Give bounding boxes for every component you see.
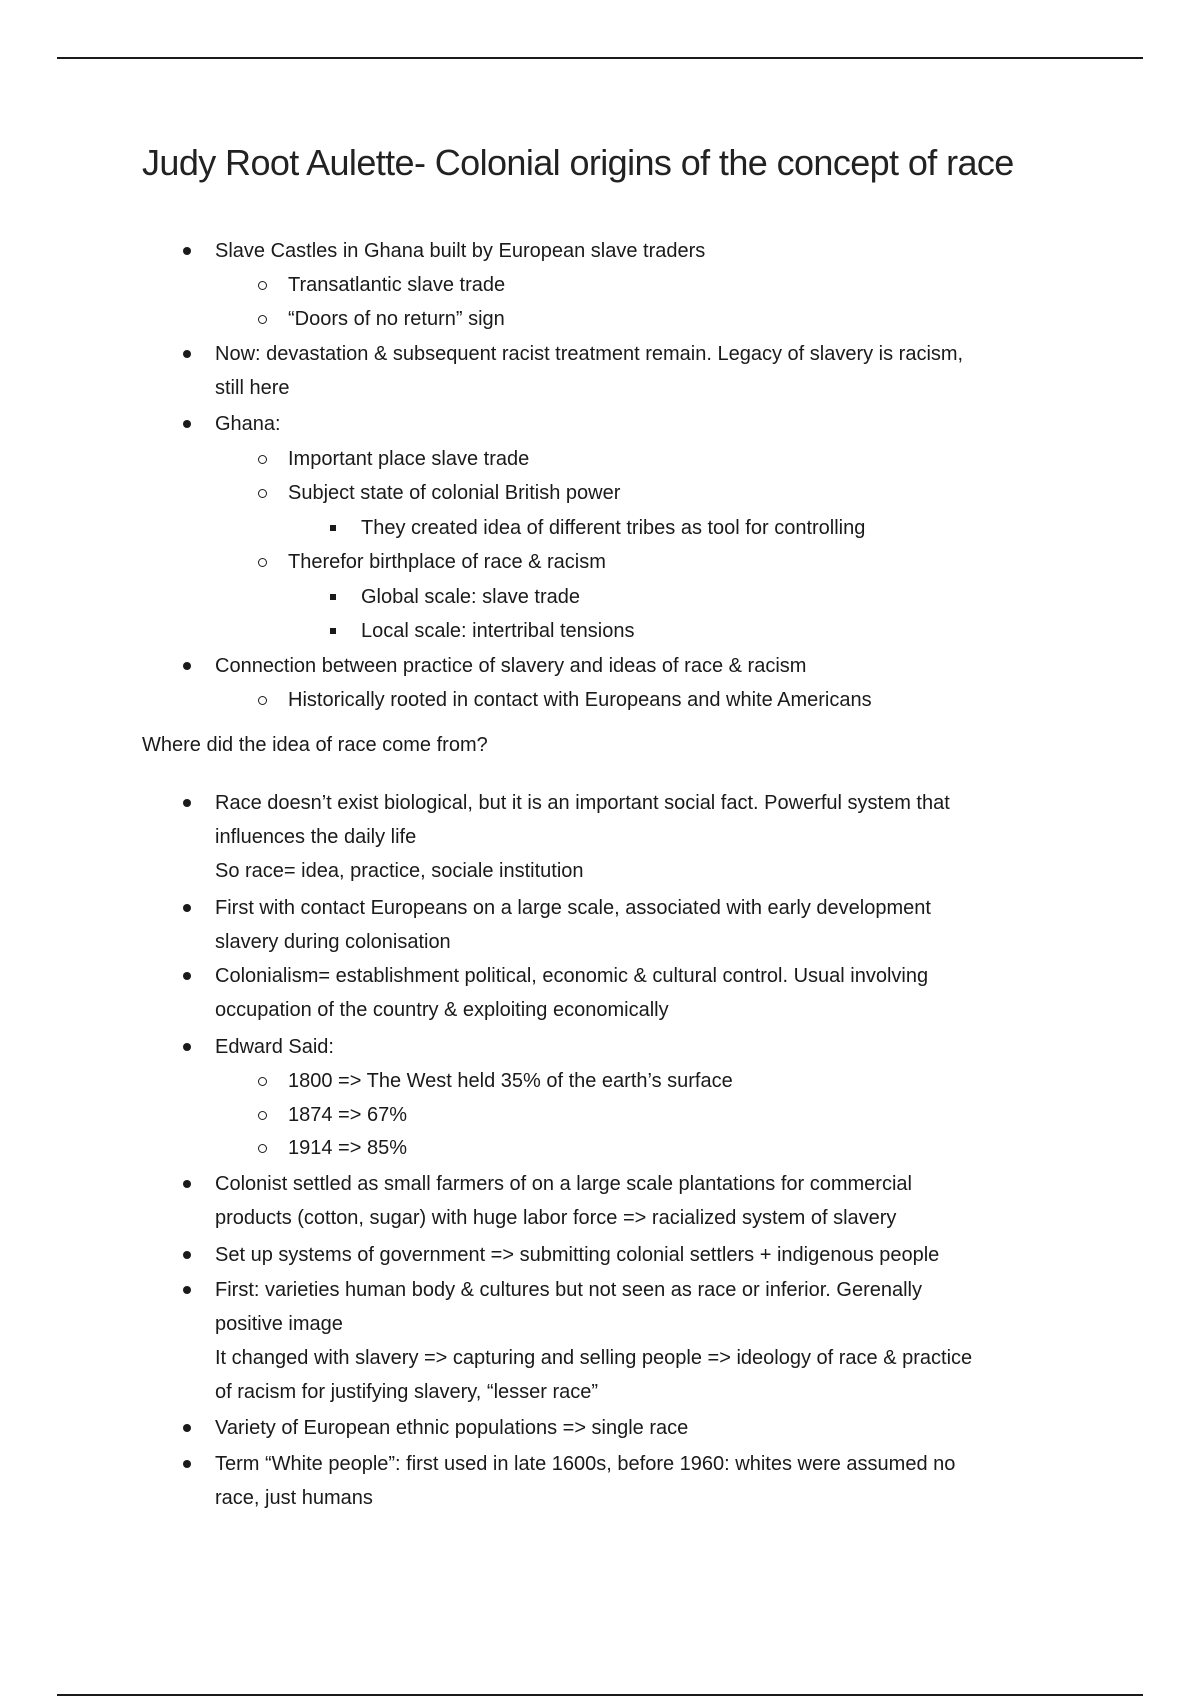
list-item: Race doesn’t exist biological, but it is an important social fact. Powerful system that influences the daily life So race= idea, practice, sociale institution — [215, 786, 1065, 888]
list-item: They created idea of different tribes as tool for controlling — [361, 511, 1061, 545]
bullet-circle-icon — [258, 1098, 267, 1132]
list-item: Historically rooted in contact with Europeans and white Americans — [288, 683, 1068, 717]
bullet-circle-icon — [258, 302, 267, 336]
section-heading: Where did the idea of race come from? — [142, 734, 488, 756]
bullet-dot-icon — [183, 649, 191, 683]
bullet-dot-icon — [183, 786, 191, 820]
bullet-circle-icon — [258, 268, 267, 302]
bottom-rule — [57, 1694, 1143, 1696]
bullet-circle-icon — [258, 1131, 267, 1165]
list-item: Transatlantic slave trade — [288, 268, 1068, 302]
bullet-circle-icon — [258, 1064, 267, 1098]
bullet-dot-icon — [183, 407, 191, 441]
list-item: Ghana: — [215, 407, 1065, 441]
bullet-circle-icon — [258, 683, 267, 717]
list-item: Local scale: intertribal tensions — [361, 614, 1061, 648]
bullet-square-icon — [330, 614, 336, 648]
list-item: Set up systems of government => submitting colonial settlers + indigenous people — [215, 1238, 1065, 1272]
list-item: Therefor birthplace of race & racism — [288, 545, 1068, 579]
bullet-dot-icon — [183, 1273, 191, 1307]
bullet-dot-icon — [183, 1167, 191, 1201]
bullet-dot-icon — [183, 1411, 191, 1445]
list-item: Colonialism= establishment political, economic & cultural control. Usual involving occupation of the country & exploiting economically — [215, 959, 1065, 1027]
list-item: Term “White people”: first used in late 1600s, before 1960: whites were assumed no race, just humans — [215, 1447, 1065, 1515]
list-item: 1874 => 67% — [288, 1098, 1068, 1132]
list-item: First with contact Europeans on a large scale, associated with early development slavery during colonisation — [215, 891, 1065, 959]
bullet-dot-icon — [183, 891, 191, 925]
list-item: Edward Said: — [215, 1030, 1065, 1064]
list-item: Now: devastation & subsequent racist treatment remain. Legacy of slavery is racism, still here — [215, 337, 1065, 405]
list-item: Slave Castles in Ghana built by European slave traders — [215, 234, 1065, 268]
bullet-circle-icon — [258, 545, 267, 579]
bullet-dot-icon — [183, 234, 191, 268]
list-item: 1914 => 85% — [288, 1131, 1068, 1165]
bullet-circle-icon — [258, 442, 267, 476]
top-rule — [57, 57, 1143, 59]
bullet-dot-icon — [183, 337, 191, 371]
bullet-circle-icon — [258, 476, 267, 510]
bullet-dot-icon — [183, 1447, 191, 1481]
bullet-square-icon — [330, 580, 336, 614]
list-item: 1800 => The West held 35% of the earth’s surface — [288, 1064, 1068, 1098]
list-item: Connection between practice of slavery and ideas of race & racism — [215, 649, 1065, 683]
list-item: Variety of European ethnic populations => single race — [215, 1411, 1065, 1445]
list-item: First: varieties human body & cultures but not seen as race or inferior. Gerenally positive image It changed with slavery => capturing and selling people => ideology of race & practice of racism for justifying slavery, “lesser race” — [215, 1273, 1065, 1409]
bullet-dot-icon — [183, 959, 191, 993]
list-item: Subject state of colonial British power — [288, 476, 1068, 510]
list-item: Colonist settled as small farmers of on a large scale plantations for commercial products (cotton, sugar) with huge labor force => racialized system of slavery — [215, 1167, 1065, 1235]
list-item: “Doors of no return” sign — [288, 302, 1068, 336]
list-item: Important place slave trade — [288, 442, 1068, 476]
bullet-dot-icon — [183, 1238, 191, 1272]
page-title: Judy Root Aulette- Colonial origins of the concept of race — [142, 142, 1014, 183]
bullet-dot-icon — [183, 1030, 191, 1064]
list-item: Global scale: slave trade — [361, 580, 1061, 614]
bullet-square-icon — [330, 511, 336, 545]
